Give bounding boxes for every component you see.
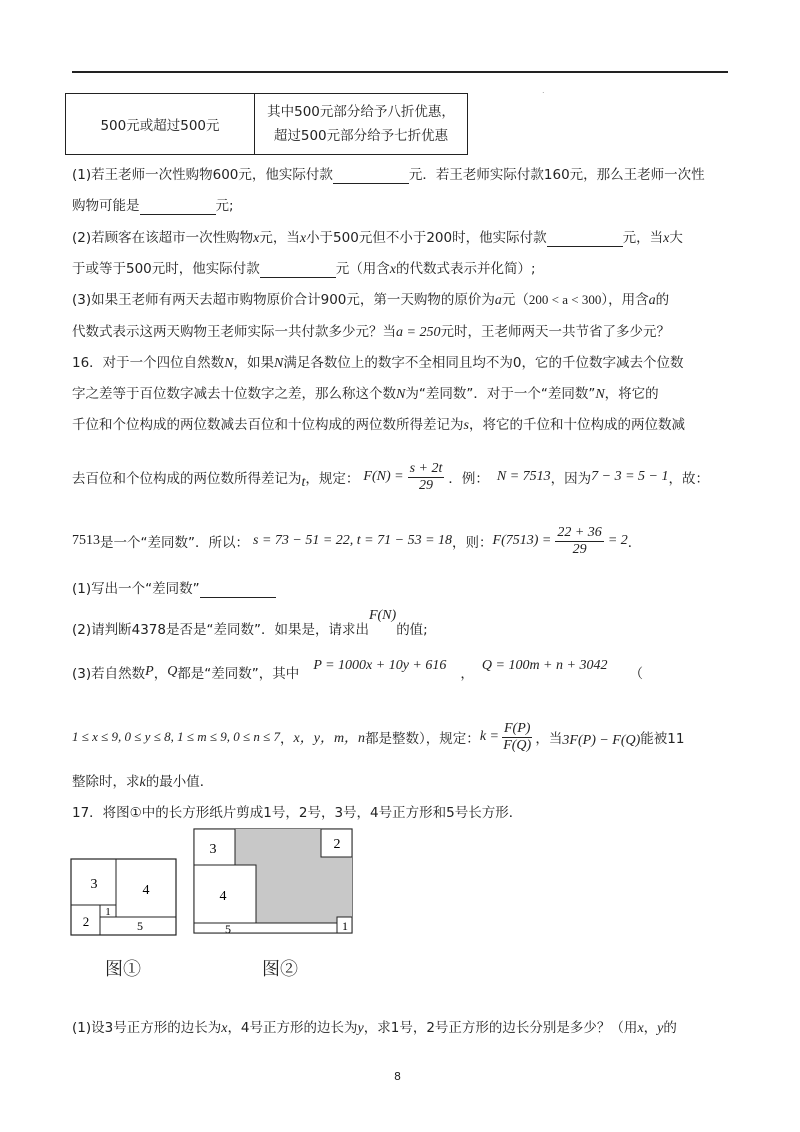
text: (3)若自然数 (72, 666, 146, 682)
text: 去百位和个位构成的两位数所得差记为 (72, 471, 302, 487)
text: (2)请判断4378是否是“差同数”．如果是，请求出 (72, 622, 369, 638)
page-number: 8 (394, 1070, 401, 1083)
text: ． (627, 535, 642, 551)
math-vars: x，y，m，n (293, 731, 366, 746)
answer-blank (547, 230, 623, 247)
text: 千位和个位构成的两位数减去百位和十位构成的两位数所得差记为 (72, 417, 464, 433)
fig1-label-5: 5 (137, 919, 143, 933)
text: 小于500元但不小于200时，他实际付款 (306, 230, 547, 246)
q16-part1 (72, 577, 276, 598)
math-lhs: F(N) = (363, 469, 404, 484)
fig1-caption: 图① (105, 959, 141, 979)
fig2-rect-5 (194, 923, 337, 933)
text: 都是“差同数”，其中 (177, 666, 300, 682)
math-var: t (301, 475, 306, 490)
table-cell-line: 超过500元部分给予七折优惠 (273, 128, 449, 144)
text: ， (153, 666, 168, 682)
answer-blank (333, 167, 409, 184)
math-var: x (221, 1021, 228, 1036)
fraction-k (502, 721, 532, 754)
text: 元; (215, 198, 234, 214)
math-var: y (357, 1021, 364, 1036)
fig2-caption: 图② (262, 959, 298, 979)
q16-line1 (72, 351, 683, 372)
math-equation: 7 − 3 = 5 − 1 (591, 469, 669, 484)
math-var: x (389, 262, 396, 277)
fig2-shaded-region (256, 864, 278, 924)
math-expression: 3F(P) − F(Q) (562, 733, 641, 748)
math-var: N (396, 387, 406, 402)
fraction-denominator: F(Q) (503, 737, 532, 753)
fig2-label-4: 4 (219, 889, 227, 904)
q17-title: 17．将图①中的长方形纸片剪成1号，2号，3号，4号正方形和5号长方形． (72, 805, 523, 821)
math-expression: F(N) (368, 608, 397, 623)
text: 的最小值． (145, 774, 214, 790)
math-var: Q (167, 664, 178, 679)
math-var: x (663, 231, 670, 246)
text: 满足各数位上的数字不全相同且均不为0，它的千位数字减去个位数 (283, 355, 684, 371)
text: ，4号正方形的边长为 (227, 1020, 358, 1036)
math-equation: P = 1000x + 10y + 616 (313, 658, 447, 673)
text: (1)设3号正方形的边长为 (72, 1020, 222, 1036)
math-var: x (299, 231, 307, 246)
fig2-label-5: 5 (225, 922, 231, 936)
fig2-label-2: 2 (333, 837, 341, 852)
math-var: P (145, 664, 154, 679)
text: 代数式表示这两天购物王老师实际一共付款多少元？当 (72, 324, 396, 340)
header-rule (72, 71, 728, 73)
q16-part2 (72, 602, 428, 638)
math-equation: s = 73 − 51 = 22, t = 71 − 53 = 18 (253, 533, 453, 548)
fig1-label-2: 2 (82, 914, 90, 929)
math-var: N (595, 387, 605, 402)
text: 购物可能是 (72, 198, 140, 214)
text: ，求1号，2号正方形的边长分别是多少？（用 (363, 1020, 638, 1036)
q15-part2-line2 (72, 257, 536, 278)
text: (1)若王老师一次性购物600元，他实际付款 (72, 167, 333, 183)
text: ，规定： (305, 471, 360, 487)
answer-blank (260, 261, 336, 278)
math-var: y (657, 1021, 664, 1036)
math-lhs: k = (479, 729, 499, 744)
math-inequality: 1 ≤ x ≤ 9, 0 ≤ y ≤ 8, 1 ≤ m ≤ 9, 0 ≤ n ≤ 7 (72, 729, 281, 744)
text: 是一个“差同数”．所以： (100, 535, 249, 551)
q16-part3-line1 (72, 652, 643, 692)
text: 元，当 (259, 230, 300, 246)
text: 16．对于一个四位自然数 (72, 355, 225, 371)
q15-part3-line1 (72, 288, 669, 309)
text: ，故： (668, 471, 709, 487)
fig2-label-1: 1 (342, 919, 348, 933)
q16-line5 (72, 520, 641, 562)
math-var: x (253, 231, 260, 246)
math-lhs: F(7513) = (492, 533, 552, 548)
text: ， (280, 731, 294, 747)
text: 都是整数），规定： (365, 731, 480, 747)
text: ），用含 (601, 292, 649, 308)
text: 的 (655, 292, 670, 308)
fraction-numerator: s + 2t (409, 460, 443, 476)
math-var: s (463, 418, 469, 433)
text: 的值; (396, 622, 428, 638)
math-var: k (139, 775, 146, 790)
text: ， (643, 1020, 658, 1036)
q16-line4 (72, 456, 709, 498)
fig1-label-4: 4 (142, 883, 150, 898)
table-row (66, 94, 468, 155)
q17-part1 (72, 1016, 677, 1037)
text: 能被11 (640, 731, 685, 747)
math-var: a (494, 293, 502, 308)
discount-table (65, 93, 468, 155)
text: ， (460, 666, 474, 682)
text: ，将它的 (604, 386, 659, 402)
text: 元（用含 (335, 261, 390, 277)
fraction-7513 (555, 525, 603, 558)
q15-part2-line1 (72, 226, 683, 247)
scan-dot: . (542, 86, 545, 95)
text: 于或等于500元时，他实际付款 (72, 261, 260, 277)
math-var: a (648, 293, 656, 308)
q15-part1-line1 (72, 163, 705, 184)
text: 元，当 (622, 230, 664, 246)
figure-2 (193, 828, 357, 938)
math-equation: Q = 100m + n + 3042 (481, 658, 608, 673)
q15-part1-line2 (72, 194, 234, 215)
table-cell-condition: 500元或超过500元 (66, 94, 255, 155)
answer-blank (140, 198, 216, 215)
text: 为“差同数”．对于一个“差同数” (405, 386, 596, 402)
text: 大 (669, 230, 683, 246)
text: 元时，王老师两天一共节省了多少元？ (440, 324, 670, 340)
text: 的 (663, 1020, 677, 1036)
text: (3)如果王老师有两天去超市购物原价合计900元，第一天购物的原价为 (72, 292, 495, 308)
math-var: N (274, 356, 284, 371)
q16-line2 (72, 382, 659, 403)
fraction-denominator: 29 (572, 541, 587, 557)
text: (2)若顾客在该超市一次性购物 (72, 230, 254, 246)
text: ，将它的千位和十位构成的两位数减 (468, 417, 685, 433)
text: ．例： (448, 471, 489, 487)
text: ，如果 (233, 355, 275, 371)
table-cell-discount (255, 94, 468, 155)
text: (1)写出一个“差同数” (72, 581, 200, 597)
text: （ (629, 666, 643, 682)
text: 元．若王老师实际付款160元，那么王老师一次性 (408, 167, 705, 183)
text: ，当 (535, 731, 563, 747)
math-var: x (637, 1021, 644, 1036)
fraction-numerator: 22 + 36 (557, 524, 602, 540)
q15-part3-line2 (72, 320, 670, 341)
math-equation: N = 7513 (496, 469, 551, 484)
fraction-F (408, 461, 445, 494)
math-number: 7513 (72, 533, 100, 548)
math-inequality: 200 < a < 300 (528, 292, 602, 307)
q16-part3-line2 (72, 716, 684, 758)
fig2-label-3: 3 (209, 842, 217, 857)
fig1-label-1: 1 (105, 906, 111, 918)
table-cell-line: 其中500元部分给予八折优惠， (267, 104, 455, 120)
text: ，因为 (550, 471, 592, 487)
text: 的代数式表示并化简）; (396, 261, 536, 277)
fraction-numerator: F(P) (503, 720, 531, 736)
math-result: = 2 (607, 533, 628, 548)
q16-line3 (72, 413, 685, 434)
answer-blank (200, 581, 276, 598)
fraction-denominator: 29 (418, 477, 433, 493)
fig1-label-3: 3 (90, 877, 98, 892)
math-equation: a = 250 (396, 325, 441, 340)
text: ，则： (452, 535, 493, 551)
math-var: N (224, 356, 234, 371)
text: 元（ (501, 292, 529, 308)
figure-1 (70, 858, 180, 938)
text: 字之差等于百位数字减去十位数字之差，那么称这个数 (72, 386, 396, 402)
q16-part3-line3 (72, 770, 213, 791)
text: 整除时，求 (72, 774, 140, 790)
